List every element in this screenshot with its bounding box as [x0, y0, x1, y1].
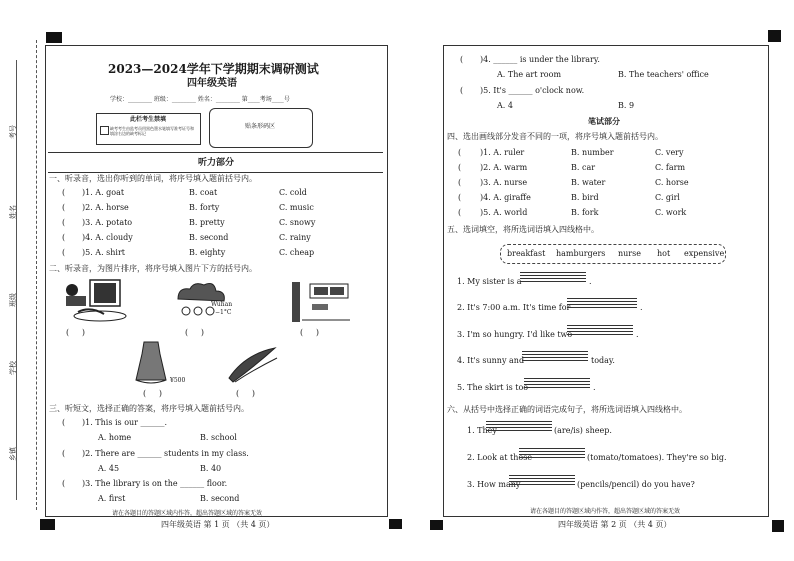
option-a: A. 45 — [98, 464, 120, 473]
footer-notice: 请在各题目的答题区域内作答，超出答题区域的答案无效 — [112, 510, 263, 517]
side-label-exam-number: 考号 — [9, 125, 17, 139]
answer-bracket[interactable]: ( ) — [185, 328, 204, 337]
answer-bracket[interactable]: ( — [62, 203, 66, 212]
option-b: B. 9 — [618, 101, 635, 110]
option-b: B. coat — [189, 188, 218, 197]
option-b: B. water — [571, 178, 606, 187]
q1-heading: 一、听录音，选出你听到的单词，将序号填入题前括号内。 — [49, 174, 257, 183]
option-b: B. second — [200, 494, 240, 503]
option-c: C. cheap — [279, 248, 315, 257]
option-a: )2. A. horse — [82, 203, 129, 212]
word-bank-item: expensive — [684, 249, 725, 258]
four-line-grid[interactable] — [519, 457, 585, 458]
picture-dress — [132, 340, 170, 386]
section-divider — [48, 152, 383, 153]
student-info-line: 学校：________ 班级：________ 姓名：________ 第____考场____号 — [110, 96, 290, 103]
word-bank-item: nurse — [618, 249, 641, 258]
sentence-end: . — [636, 330, 639, 339]
four-line-grid[interactable] — [522, 351, 588, 352]
option-a: )1. A. goat — [82, 188, 125, 197]
sentence-end: today. — [591, 356, 615, 365]
registration-mark — [40, 519, 55, 530]
question-text: )1. This is our ______. — [82, 418, 168, 427]
option-b: B. forty — [189, 203, 220, 212]
question-text: )4. ______ is under the library. — [480, 55, 600, 64]
four-line-grid[interactable] — [522, 354, 588, 355]
price-tag: ¥500 — [170, 377, 186, 384]
option-b: B. eighty — [189, 248, 226, 257]
answer-bracket[interactable]: ( — [458, 208, 462, 217]
four-line-grid[interactable] — [509, 481, 575, 482]
sentence-start: 3. How many — [467, 480, 521, 489]
sentence-start: 4. It's sunny and — [457, 356, 525, 365]
option-b: B. 40 — [200, 464, 222, 473]
registration-mark — [768, 30, 781, 42]
picture-beans — [225, 344, 280, 384]
q3-heading: 三、听短文，选择正确的答案，将序号填入题前括号内。 — [49, 404, 249, 413]
four-line-grid[interactable] — [567, 304, 637, 305]
option-c: C. work — [655, 208, 687, 217]
side-fill-line — [16, 60, 18, 500]
word-bank-item: hot — [657, 249, 671, 258]
page-footer: 四年级英语 第 2 页 （共 4 页） — [558, 520, 672, 529]
option-b: B. number — [571, 148, 614, 157]
four-line-grid[interactable] — [524, 387, 590, 388]
four-line-grid[interactable] — [522, 360, 588, 361]
four-line-grid[interactable] — [520, 281, 586, 282]
option-c: C. farm — [655, 163, 686, 172]
answer-bracket[interactable]: ( ) — [66, 328, 85, 337]
option-b: B. second — [189, 233, 229, 242]
four-line-grid[interactable] — [524, 381, 590, 382]
option-b: B. car — [571, 163, 596, 172]
question-text: )2. There are ______ students in my class. — [82, 449, 249, 458]
exam-title: 2023—2024学年下学期期末调研测试 — [108, 62, 319, 76]
side-label-school: 学校 — [9, 361, 17, 375]
four-line-grid[interactable] — [524, 378, 590, 379]
answer-bracket[interactable]: ( — [62, 218, 66, 227]
notice-title: 此栏考生禁填 — [130, 116, 167, 123]
option-b: B. fork — [571, 208, 599, 217]
weather-temp: −1°C — [215, 309, 232, 316]
four-line-grid[interactable] — [524, 384, 590, 385]
answer-bracket[interactable]: ( — [458, 163, 462, 172]
answer-bracket[interactable]: ( — [62, 449, 66, 458]
sentence-end: . — [593, 383, 596, 392]
sentence-end: (pencils/pencil) do you have? — [577, 480, 695, 489]
side-label-class: 班级 — [9, 293, 17, 307]
option-a: )5. A. shirt — [82, 248, 126, 257]
section-divider — [48, 172, 383, 173]
binding-line — [36, 40, 37, 510]
listening-section-title: 听力部分 — [198, 158, 235, 168]
four-line-grid[interactable] — [567, 334, 633, 335]
option-a: A. 4 — [497, 101, 513, 110]
notice-text: 缺考考生由监考员用黑色墨水笔填写准考证号和 填涂右边的缺考标记 — [110, 126, 194, 136]
option-c: C. horse — [655, 178, 689, 187]
answer-bracket[interactable]: ( — [460, 55, 464, 64]
sentence-end: . — [640, 303, 643, 312]
option-c: C. cold — [279, 188, 307, 197]
option-a: )4. A. cloudy — [82, 233, 133, 242]
option-a: )3. A. nurse — [480, 178, 528, 187]
four-line-grid[interactable] — [486, 430, 552, 431]
page-footer: 四年级英语 第 1 页 （共 4 页） — [161, 520, 275, 529]
written-section-title: 笔试部分 — [588, 116, 620, 126]
option-b: B. pretty — [189, 218, 225, 227]
four-line-grid[interactable] — [519, 451, 585, 452]
answer-bracket[interactable]: ( — [62, 418, 66, 427]
answer-bracket[interactable]: ( — [458, 193, 462, 202]
registration-mark — [772, 520, 784, 532]
four-line-grid[interactable] — [509, 484, 575, 485]
option-a: A. The art room — [497, 70, 562, 79]
four-line-grid[interactable] — [520, 275, 586, 276]
option-a: )3. A. potato — [82, 218, 133, 227]
sentence-end: (tomato/tomatoes). They're so big. — [587, 453, 727, 462]
answer-bracket[interactable]: ( — [62, 479, 66, 488]
answer-bracket[interactable]: ( — [62, 233, 66, 242]
option-a: A. first — [98, 494, 126, 503]
sentence-start: 1. My sister is a — [457, 277, 522, 286]
sentence-start: 2. It's 7:00 a.m. It's time for — [457, 303, 571, 312]
four-line-grid[interactable] — [509, 478, 575, 479]
four-line-grid[interactable] — [567, 328, 633, 329]
four-line-grid[interactable] — [520, 278, 586, 279]
answer-bracket[interactable]: ( — [458, 178, 462, 187]
option-b: B. bird — [571, 193, 599, 202]
question-text: )5. It's ______ o'clock now. — [480, 86, 585, 95]
side-label-town: 乡镇 — [9, 447, 17, 461]
sentence-end: (are/is) sheep. — [554, 426, 612, 435]
four-line-grid[interactable] — [486, 421, 552, 422]
option-a: )4. A. giraffe — [480, 193, 531, 202]
word-bank-item: hamburgers — [556, 249, 606, 258]
picture-tv-room — [60, 278, 130, 323]
q2-heading: 二、听录音，为图片排序，将序号填入图片下方的括号内。 — [49, 264, 257, 273]
answer-bracket[interactable]: ( ) — [143, 389, 162, 398]
option-c: C. rainy — [279, 233, 311, 242]
option-a: A. home — [98, 433, 132, 442]
option-b: B. The teachers' office — [618, 70, 709, 79]
option-b: B. school — [200, 433, 237, 442]
answer-bracket[interactable]: ( — [62, 188, 66, 197]
option-c: C. very — [655, 148, 684, 157]
q4-heading: 四、选出画线部分发音不同的一项，将序号填入题前括号内。 — [447, 132, 663, 141]
four-line-grid[interactable] — [520, 272, 586, 273]
four-line-grid[interactable] — [486, 427, 552, 428]
q6-heading: 六、从括号中选择正确的词语完成句子，将所选词语填入四线格中。 — [447, 405, 687, 414]
answer-bracket[interactable]: ( — [62, 248, 66, 257]
side-label-name: 姓名 — [9, 205, 17, 219]
option-c: C. girl — [655, 193, 680, 202]
absent-mark-box[interactable] — [100, 126, 109, 135]
option-c: C. music — [279, 203, 314, 212]
question-text: )3. The library is on the ______ floor. — [82, 479, 228, 488]
answer-bracket[interactable]: ( ) — [236, 389, 255, 398]
four-line-grid[interactable] — [567, 301, 637, 302]
four-line-grid[interactable] — [519, 454, 585, 455]
option-a: )5. A. world — [480, 208, 528, 217]
registration-mark — [46, 32, 62, 43]
four-line-grid[interactable] — [509, 475, 575, 476]
sentence-start: 1. They — [467, 426, 497, 435]
four-line-grid[interactable] — [567, 331, 633, 332]
four-line-grid[interactable] — [567, 298, 637, 299]
option-a: )2. A. warm — [480, 163, 528, 172]
picture-classroom — [290, 280, 352, 326]
four-line-grid[interactable] — [519, 448, 585, 449]
word-bank-item: breakfast — [507, 249, 546, 258]
sentence-start: 3. I'm so hungry. I'd like two — [457, 330, 573, 339]
footer-notice: 请在各题目的答题区域内作答，超出答题区域的答案无效 — [530, 508, 681, 515]
exam-subtitle: 四年级英语 — [187, 78, 237, 89]
four-line-grid[interactable] — [486, 424, 552, 425]
sentence-end: . — [589, 277, 592, 286]
option-a: )1. A. ruler — [480, 148, 525, 157]
sentence-start: 2. Look at those — [467, 453, 533, 462]
barcode-label: 贴条形码区 — [245, 123, 276, 130]
answer-bracket[interactable]: ( — [460, 86, 464, 95]
q5-heading: 五、选词填空，将所选词语填入四线格中。 — [447, 225, 599, 234]
answer-bracket[interactable]: ( ) — [300, 328, 319, 337]
sentence-start: 5. The skirt is too — [457, 383, 529, 392]
answer-bracket[interactable]: ( — [458, 148, 462, 157]
registration-mark — [430, 520, 443, 530]
four-line-grid[interactable] — [522, 357, 588, 358]
registration-mark — [389, 519, 402, 529]
option-c: C. snowy — [279, 218, 316, 227]
four-line-grid[interactable] — [567, 325, 633, 326]
weather-city: Wuhan — [211, 301, 233, 308]
four-line-grid[interactable] — [567, 307, 637, 308]
